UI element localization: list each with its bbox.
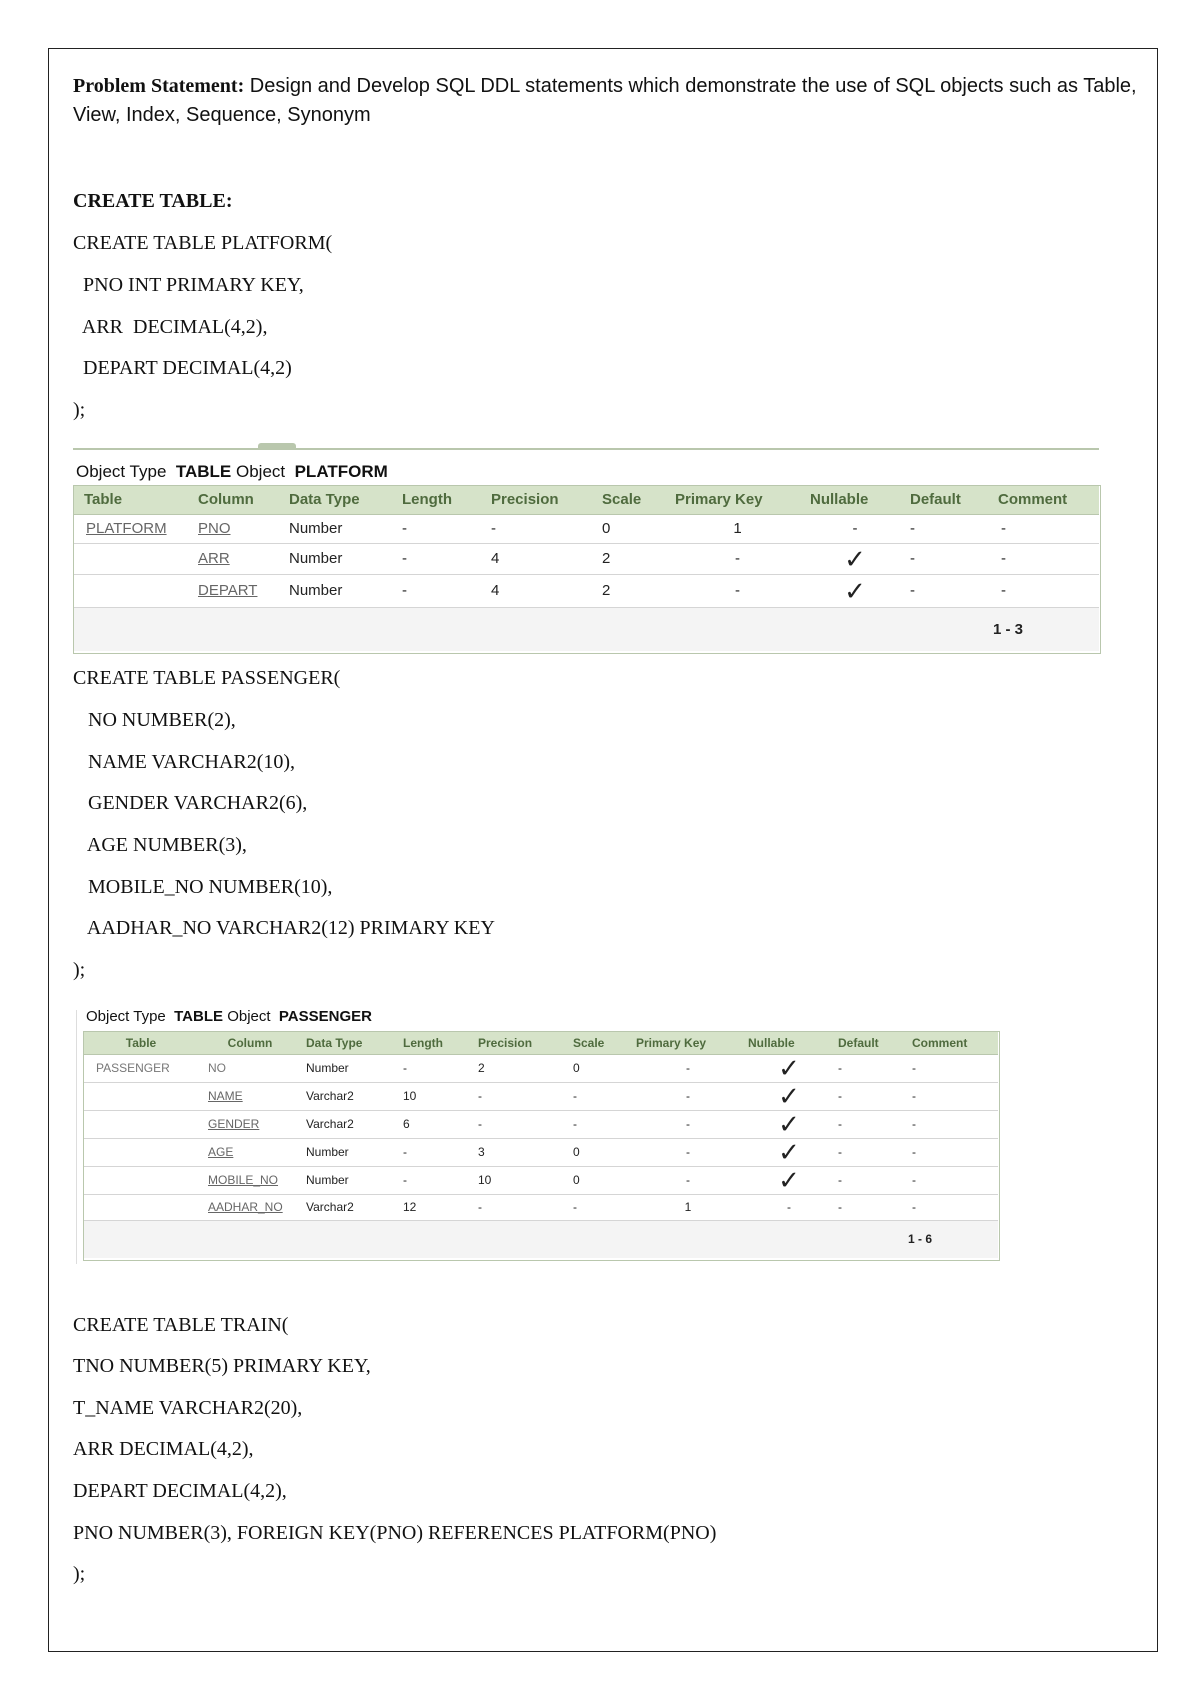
cell: 0 <box>597 514 670 543</box>
cell: - <box>744 1194 834 1220</box>
cell: 4 <box>486 574 597 607</box>
cell: - <box>905 514 993 543</box>
cell: 0 <box>569 1054 632 1082</box>
cell: - <box>908 1138 998 1166</box>
header-row <box>74 486 1099 514</box>
table-row <box>84 1138 998 1166</box>
cell: - <box>834 1110 908 1138</box>
problem-text: Design and Develop SQL DDL statements which demonstrate the use of SQL objects such as Table, View, Index, Sequence, Synonym <box>73 75 1137 126</box>
cell: 12 <box>399 1194 474 1220</box>
code-line: GENDER VARCHAR2(6), <box>73 792 308 814</box>
cell: 3 <box>474 1138 569 1166</box>
pagination-row <box>74 607 1099 651</box>
cell: Number <box>302 1138 399 1166</box>
cell: - <box>397 574 486 607</box>
cell: Number <box>302 1166 399 1194</box>
code-line: AGE NUMBER(3), <box>73 834 247 856</box>
code-line: ); <box>73 959 86 981</box>
column-link[interactable]: NAME <box>198 1082 302 1110</box>
col-header: Nullable <box>744 1032 834 1054</box>
table-name-link[interactable]: PLATFORM <box>74 514 190 543</box>
code-line: NAME VARCHAR2(10), <box>73 751 296 773</box>
col-header: Column <box>190 486 284 514</box>
cell: - <box>834 1194 908 1220</box>
cell: - <box>993 514 1099 543</box>
create-table-heading: CREATE TABLE: <box>73 190 233 212</box>
table-row <box>84 1082 998 1110</box>
table-row <box>84 1166 998 1194</box>
col-header: Scale <box>597 486 670 514</box>
passenger-object-bar: Object Type TABLE Object PASSENGER <box>86 1008 372 1025</box>
report-left-rule <box>76 1010 77 1264</box>
col-header: Length <box>399 1032 474 1054</box>
cell: Varchar2 <box>302 1110 399 1138</box>
check-icon: ✓ <box>744 1054 834 1082</box>
cell: 0 <box>569 1166 632 1194</box>
cell: 2 <box>597 574 670 607</box>
column-link[interactable]: MOBILE_NO <box>198 1166 302 1194</box>
check-icon: ✓ <box>744 1138 834 1166</box>
cell: - <box>834 1166 908 1194</box>
col-header: Primary Key <box>632 1032 744 1054</box>
cell: Varchar2 <box>302 1194 399 1220</box>
column-link[interactable]: PNO <box>190 514 284 543</box>
col-header: Default <box>905 486 993 514</box>
cell: - <box>670 543 805 574</box>
code-line: T_NAME VARCHAR2(20), <box>73 1397 303 1419</box>
table-row <box>74 543 1099 574</box>
check-icon: ✓ <box>805 574 905 607</box>
cell: - <box>632 1166 744 1194</box>
code-line: ARR DECIMAL(4,2), <box>73 1438 254 1460</box>
col-header: Table <box>84 1032 198 1054</box>
cell <box>74 574 190 607</box>
col-header: Default <box>834 1032 908 1054</box>
cell: - <box>399 1166 474 1194</box>
cell: - <box>397 514 486 543</box>
table-row <box>74 514 1099 543</box>
cell: - <box>908 1166 998 1194</box>
table-row <box>84 1110 998 1138</box>
cell: - <box>632 1110 744 1138</box>
code-line: CREATE TABLE PASSENGER( <box>73 667 341 689</box>
cell: - <box>993 574 1099 607</box>
code-line: ARR DECIMAL(4,2), <box>73 316 268 338</box>
cell: 1 <box>670 514 805 543</box>
cell: - <box>397 543 486 574</box>
col-header: Comment <box>908 1032 998 1054</box>
col-header: Primary Key <box>670 486 805 514</box>
cell: Number <box>284 543 397 574</box>
cell: 6 <box>399 1110 474 1138</box>
cell: - <box>834 1138 908 1166</box>
cell: - <box>908 1194 998 1220</box>
cell: - <box>486 514 597 543</box>
cell: - <box>399 1054 474 1082</box>
platform-report-table <box>74 486 1099 651</box>
code-line: DEPART DECIMAL(4,2), <box>73 1480 287 1502</box>
check-icon: ✓ <box>744 1082 834 1110</box>
cell: - <box>908 1054 998 1082</box>
row-count: 1 - 6 <box>908 1220 998 1258</box>
report-divider <box>73 448 1099 450</box>
cell: - <box>993 543 1099 574</box>
cell <box>84 1138 198 1166</box>
code-line: CREATE TABLE PLATFORM( <box>73 232 333 254</box>
table-row <box>84 1054 998 1082</box>
cell: - <box>474 1110 569 1138</box>
table-row <box>74 574 1099 607</box>
col-header: Precision <box>474 1032 569 1054</box>
cell: 10 <box>399 1082 474 1110</box>
cell: - <box>834 1054 908 1082</box>
cell: 2 <box>597 543 670 574</box>
column-link[interactable]: ARR <box>190 543 284 574</box>
cell: - <box>399 1138 474 1166</box>
cell <box>84 1166 198 1194</box>
cell: - <box>670 574 805 607</box>
cell <box>84 1110 198 1138</box>
col-header: Comment <box>993 486 1099 514</box>
column-link[interactable]: AGE <box>198 1138 302 1166</box>
code-line: MOBILE_NO NUMBER(10), <box>73 876 333 898</box>
cell: 10 <box>474 1166 569 1194</box>
cell: 4 <box>486 543 597 574</box>
code-line: AADHAR_NO VARCHAR2(12) PRIMARY KEY <box>73 917 495 939</box>
col-header: Data Type <box>284 486 397 514</box>
code-line: TNO NUMBER(5) PRIMARY KEY, <box>73 1355 371 1377</box>
cell <box>84 1194 198 1220</box>
cell: - <box>569 1110 632 1138</box>
code-line: PNO NUMBER(3), FOREIGN KEY(PNO) REFERENCES PLATFORM(PNO) <box>73 1522 717 1544</box>
problem-statement <box>73 72 1153 130</box>
cell: - <box>569 1082 632 1110</box>
row-count: 1 - 3 <box>993 607 1099 651</box>
platform-object-bar: Object Type TABLE Object PLATFORM <box>76 462 388 481</box>
cell: - <box>632 1138 744 1166</box>
code-line: ); <box>73 1563 86 1585</box>
check-icon: ✓ <box>744 1166 834 1194</box>
cell: Number <box>284 514 397 543</box>
code-line: NO NUMBER(2), <box>73 709 236 731</box>
cell: Varchar2 <box>302 1082 399 1110</box>
table-row <box>84 1194 998 1220</box>
pagination-row <box>84 1220 998 1258</box>
cell: - <box>834 1082 908 1110</box>
col-header: Data Type <box>302 1032 399 1054</box>
col-header: Table <box>74 486 190 514</box>
code-line: DEPART DECIMAL(4,2) <box>73 357 292 379</box>
header-row <box>84 1032 998 1054</box>
col-header: Nullable <box>805 486 905 514</box>
cell: 2 <box>474 1054 569 1082</box>
column-link[interactable]: NO <box>198 1054 302 1082</box>
cell: - <box>474 1082 569 1110</box>
cell: - <box>908 1082 998 1110</box>
column-link[interactable]: AADHAR_NO <box>198 1194 302 1220</box>
passenger-report-table <box>84 1032 998 1258</box>
cell: Number <box>284 574 397 607</box>
cell: - <box>905 543 993 574</box>
column-link[interactable]: GENDER <box>198 1110 302 1138</box>
cell <box>84 1082 198 1110</box>
cell: - <box>805 514 905 543</box>
code-line: CREATE TABLE TRAIN( <box>73 1314 289 1336</box>
cell: 1 <box>632 1194 744 1220</box>
table-name-link[interactable]: PASSENGER <box>84 1054 198 1082</box>
problem-label: Problem Statement: <box>73 75 245 97</box>
cell: - <box>474 1194 569 1220</box>
check-icon: ✓ <box>805 543 905 574</box>
check-icon: ✓ <box>744 1110 834 1138</box>
code-line: PNO INT PRIMARY KEY, <box>73 274 304 296</box>
col-header: Precision <box>486 486 597 514</box>
cell: - <box>569 1194 632 1220</box>
cell: - <box>632 1082 744 1110</box>
cell: - <box>905 574 993 607</box>
cell: Number <box>302 1054 399 1082</box>
col-header: Length <box>397 486 486 514</box>
cell: 0 <box>569 1138 632 1166</box>
cell: - <box>908 1110 998 1138</box>
cell: - <box>632 1054 744 1082</box>
col-header: Scale <box>569 1032 632 1054</box>
column-link[interactable]: DEPART <box>190 574 284 607</box>
cell <box>74 543 190 574</box>
col-header: Column <box>198 1032 302 1054</box>
code-line: ); <box>73 399 86 421</box>
